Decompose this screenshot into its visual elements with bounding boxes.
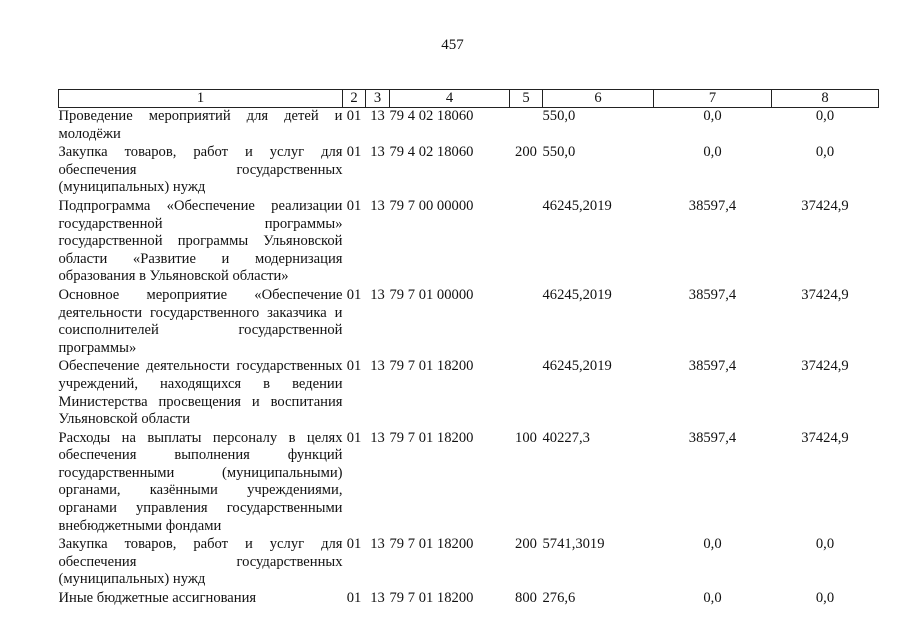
row-expense-type xyxy=(510,358,543,429)
page-number: 457 xyxy=(441,37,464,53)
column-header-3: 3 xyxy=(366,90,390,108)
row-expense-type xyxy=(510,108,543,145)
row-subsection: 13 xyxy=(370,429,385,446)
table-header-row xyxy=(59,90,879,108)
row-amount-col6: 46245,2019 xyxy=(542,197,612,214)
row-amount-col7: 38597,4 xyxy=(688,429,737,446)
table-row xyxy=(59,536,879,590)
row-expense-type: 100 xyxy=(515,429,537,446)
row-target-code: 79 7 01 18200 xyxy=(389,590,474,607)
table-row xyxy=(59,144,879,198)
row-amount-col6: 550,0 xyxy=(542,144,576,161)
table-row xyxy=(59,590,879,609)
row-target-code: 79 7 01 18200 xyxy=(389,429,474,446)
row-amount-col6: 276,6 xyxy=(542,590,576,607)
column-header-7: 7 xyxy=(654,90,772,108)
row-amount-col8: 0,0 xyxy=(815,108,835,124)
row-section: 01 xyxy=(346,286,362,303)
row-name: Проведение мероприятий для детей и молодёжи xyxy=(58,108,343,142)
row-amount-col6: 40227,3 xyxy=(542,429,590,446)
column-header-6: 6 xyxy=(543,90,654,108)
row-amount-col7: 0,0 xyxy=(703,144,722,161)
row-name: Обеспечение деятельности государственных учреждений, находящихся в ведении Министерства просвещения и воспитания Ульяновской области xyxy=(58,358,343,428)
row-amount-col7: 38597,4 xyxy=(688,286,737,303)
row-section: 01 xyxy=(346,429,362,446)
row-amount-col6: 46245,2019 xyxy=(542,358,612,375)
row-amount-col6: 5741,3019 xyxy=(542,536,605,553)
row-amount-col7: 0,0 xyxy=(703,108,722,124)
table-row xyxy=(59,198,879,287)
row-amount-col8: 0,0 xyxy=(815,144,835,161)
row-amount-col8: 37424,9 xyxy=(801,286,849,303)
row-expense-type xyxy=(510,198,543,287)
row-amount-col7: 38597,4 xyxy=(688,358,737,375)
row-subsection: 13 xyxy=(370,536,385,553)
column-header-2: 2 xyxy=(343,90,366,108)
row-expense-type: 800 xyxy=(515,590,537,607)
budget-table xyxy=(58,89,879,609)
row-amount-col6: 550,0 xyxy=(542,108,576,124)
column-header-4: 4 xyxy=(390,90,510,108)
row-expense-type xyxy=(510,287,543,358)
row-name: Основное мероприятие «Обеспечение деятельности государственного заказчика и соисполнителей государственной программы» xyxy=(58,286,343,356)
row-target-code: 79 7 00 00000 xyxy=(389,197,474,214)
row-amount-col8: 37424,9 xyxy=(801,197,849,214)
column-header-1: 1 xyxy=(59,90,343,108)
row-amount-col8: 37424,9 xyxy=(801,429,849,446)
row-target-code: 79 7 01 18200 xyxy=(389,536,474,553)
row-name: Расходы на выплаты персоналу в целях обеспечения выполнения функций государственными (муниципальными) органами, казёнными учреждениями, органами управления государственными внебюджетными фондами xyxy=(58,429,343,534)
column-header-5: 5 xyxy=(510,90,543,108)
row-name: Закупка товаров, работ и услуг для обеспечения государственных (муниципальных) нужд xyxy=(58,536,343,588)
row-amount-col7: 38597,4 xyxy=(688,197,737,214)
row-amount-col8: 37424,9 xyxy=(801,358,849,375)
row-name: Закупка товаров, работ и услуг для обеспечения государственных (муниципальных) нужд xyxy=(58,144,343,196)
table-body xyxy=(59,108,879,609)
column-header-8: 8 xyxy=(772,90,879,108)
row-subsection: 13 xyxy=(370,108,385,124)
row-expense-type: 200 xyxy=(515,536,537,553)
table-row xyxy=(59,430,879,537)
row-subsection: 13 xyxy=(370,286,385,303)
row-target-code: 79 4 02 18060 xyxy=(389,108,474,124)
row-section: 01 xyxy=(346,358,362,375)
row-section: 01 xyxy=(346,197,362,214)
row-subsection: 13 xyxy=(370,197,385,214)
table-row xyxy=(59,287,879,358)
row-amount-col6: 46245,2019 xyxy=(542,286,612,303)
row-subsection: 13 xyxy=(370,590,385,607)
row-section: 01 xyxy=(346,144,362,161)
row-amount-col7: 0,0 xyxy=(703,590,722,607)
row-name: Подпрограмма «Обеспечение реализации государственной программы» государственной программы Ульяновской области «Развитие и модернизация образования в Ульяновской области» xyxy=(58,197,343,285)
row-expense-type: 200 xyxy=(515,144,537,161)
row-subsection: 13 xyxy=(370,144,385,161)
row-target-code: 79 7 01 00000 xyxy=(389,286,474,303)
row-section: 01 xyxy=(346,590,362,607)
row-amount-col8: 0,0 xyxy=(815,590,835,607)
table-row xyxy=(59,108,879,145)
row-target-code: 79 4 02 18060 xyxy=(389,144,474,161)
row-section: 01 xyxy=(346,108,362,124)
row-amount-col8: 0,0 xyxy=(815,536,835,553)
row-section: 01 xyxy=(346,536,362,553)
row-subsection: 13 xyxy=(370,358,385,375)
table-row xyxy=(59,358,879,429)
row-name: Иные бюджетные ассигнования xyxy=(58,590,257,607)
row-amount-col7: 0,0 xyxy=(703,536,722,553)
row-target-code: 79 7 01 18200 xyxy=(389,358,474,375)
